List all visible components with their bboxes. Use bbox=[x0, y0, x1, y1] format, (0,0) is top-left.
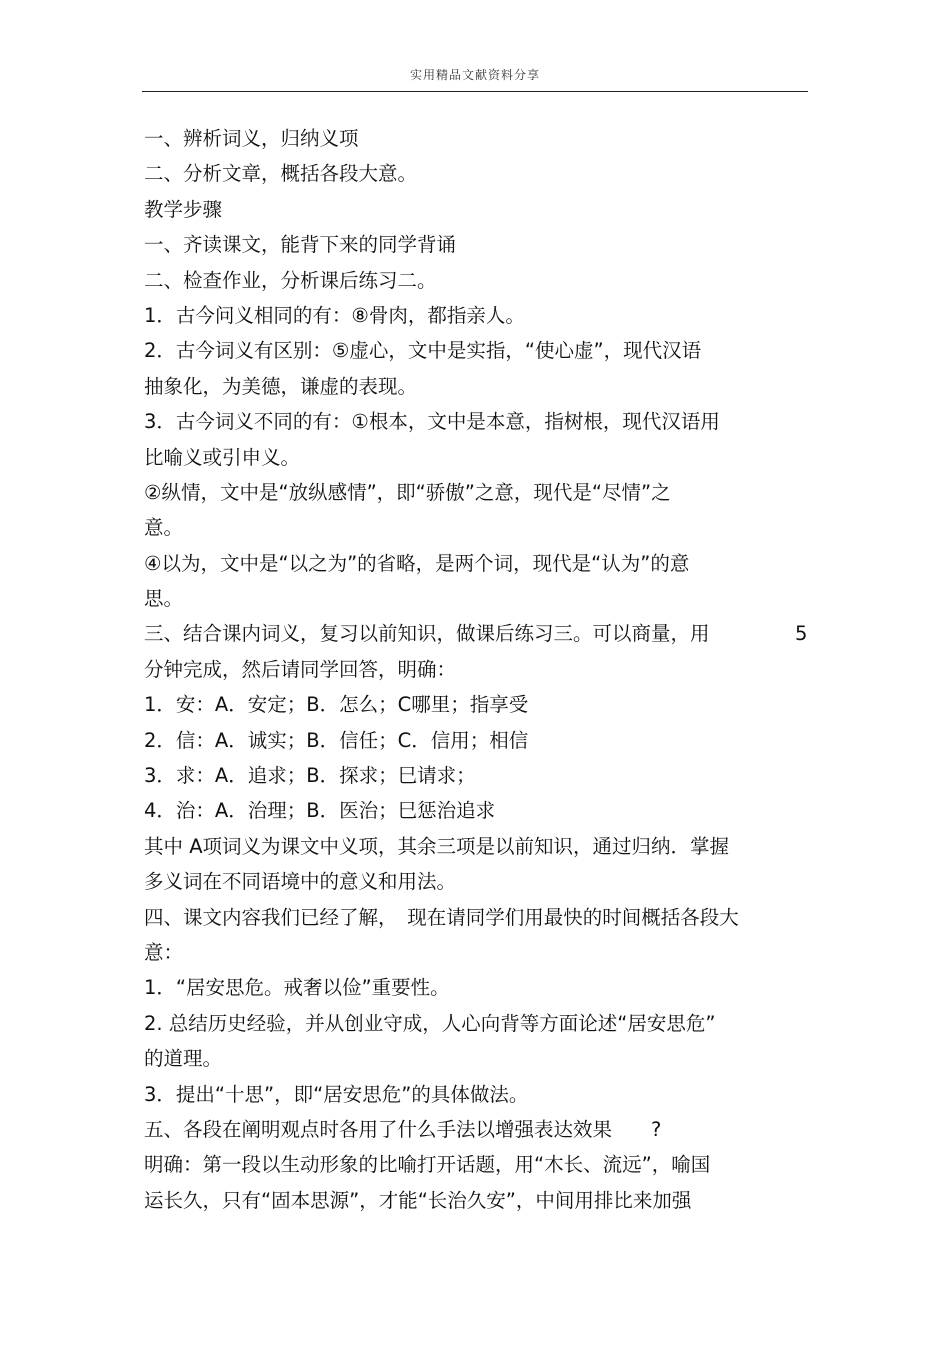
text-line: 1．安：A．安定；B．怎么；C哪里；指享受 bbox=[144, 693, 529, 717]
text-line: 3．求：A．追求；B．探求；巳请求； bbox=[144, 764, 476, 788]
text-line: 多义词在不同语境中的意义和用法。 bbox=[144, 870, 457, 894]
text-line: 4．治：A．治理；B．医治；巳惩治追求 bbox=[144, 799, 496, 823]
text-line: 思。 bbox=[144, 587, 184, 611]
text-line: ②纵情，文中是“放纵感情”，即“骄傲”之意，现代是“尽情”之 bbox=[144, 480, 671, 504]
text-line: 的道理。 bbox=[144, 1047, 223, 1071]
text-line: 运长久，只有“固本思源”，才能“长治久安”，中间用排比来加强 bbox=[144, 1188, 692, 1212]
header-divider bbox=[142, 91, 808, 92]
text-line: 2. 总结历史经验，并从创业守成，人心向背等方面论述“居安思危” bbox=[144, 1011, 716, 1035]
text-line: 比喻义或引申义。 bbox=[144, 445, 301, 469]
text-line: 意。 bbox=[144, 516, 184, 540]
text-line: 1．“居安思危。戒奢以俭”重要性。 bbox=[144, 976, 450, 1000]
text-line: 1．古今问义相同的有：⑧骨肉，都指亲人。 bbox=[144, 303, 525, 327]
text-line: 其中 A项词义为课文中义项，其余三项是以前知识，通过归纳．掌握 bbox=[144, 834, 730, 858]
text-line: 2．信：A．诚实；B．信任；C．信用；相信 bbox=[144, 728, 529, 752]
text-line: 三、结合课内词义，复习以前知识，做课后练习三。可以商量，用 bbox=[144, 622, 710, 646]
text-line: 2．古今词义有区别：⑤虚心，文中是实指，“使心虚”，现代汉语 bbox=[144, 339, 702, 363]
text-line: 二、分析文章，概括各段大意。 bbox=[144, 162, 418, 186]
text-line: 四、课文内容我们已经了解， 现在请同学们用最快的时间概括各段大 bbox=[144, 905, 739, 929]
text-line: 3．古今词义不同的有：①根本，文中是本意，指树根，现代汉语用 bbox=[144, 410, 720, 434]
text-line-with-margin-number bbox=[144, 616, 834, 651]
text-line: 明确：第一段以生动形象的比喻打开话题，用“木长、流远”，喻国 bbox=[144, 1153, 711, 1177]
document-body bbox=[144, 121, 834, 1218]
page-header: 实用精品文献资料分享 bbox=[409, 68, 540, 82]
text-line: 二、检查作业，分析课后练习二。 bbox=[144, 268, 437, 292]
text-line: 3．提出“十思”，即“居安思危”的具体做法。 bbox=[144, 1082, 529, 1106]
text-line: 抽象化，为美德，谦虚的表现。 bbox=[144, 374, 418, 398]
text-line: 意： bbox=[144, 940, 184, 964]
text-line: 一、辨析词义，归纳义项 bbox=[144, 127, 359, 150]
text-line: 分钟完成，然后请同学回答，明确： bbox=[144, 657, 457, 681]
margin-number: 5 bbox=[795, 622, 808, 646]
text-line: 一、齐读课文，能背下来的同学背诵 bbox=[144, 233, 457, 257]
text-line: 五、各段在阐明观点时各用了什么手法以增强表达效果 ? bbox=[144, 1117, 662, 1141]
text-line: 教学步骤 bbox=[144, 197, 223, 221]
text-line: ④以为，文中是“以之为”的省略，是两个词，现代是“认为”的意 bbox=[144, 551, 690, 575]
